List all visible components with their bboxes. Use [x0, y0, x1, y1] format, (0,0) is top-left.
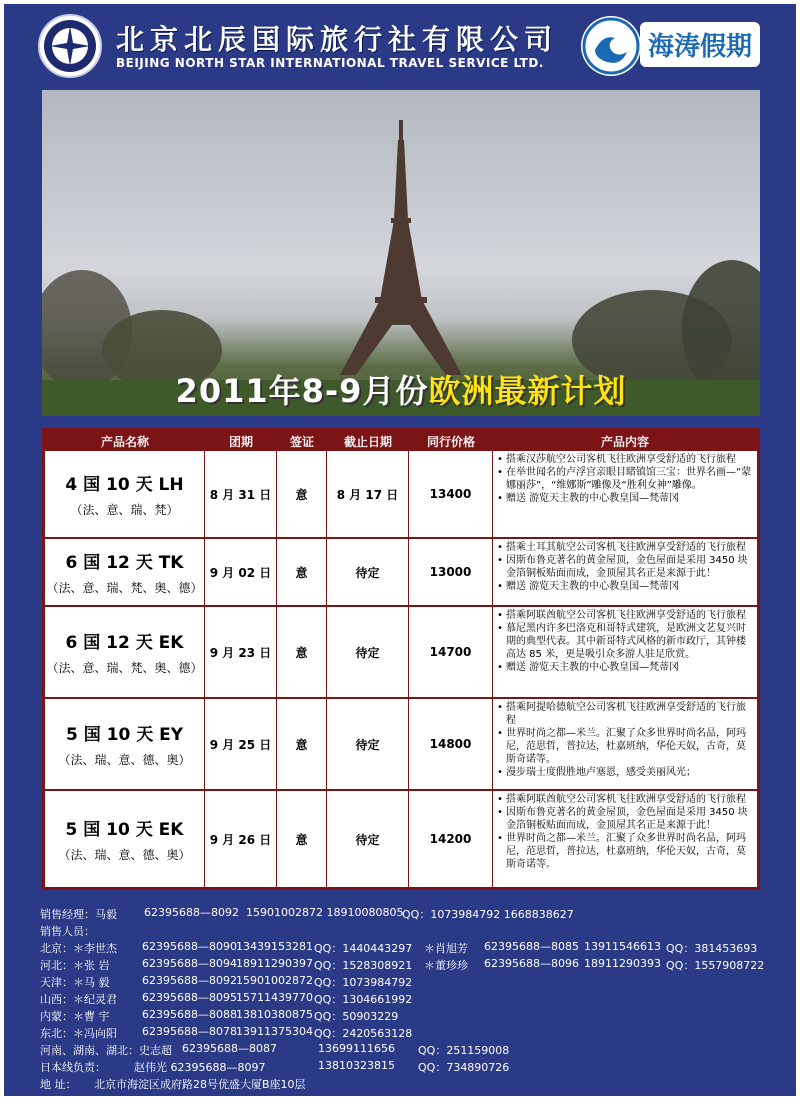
- visa: 意: [277, 451, 327, 537]
- visa: 意: [277, 699, 327, 789]
- eiffel-tower-photo: [42, 90, 760, 416]
- product-content: [493, 607, 757, 697]
- contact-mobile-2: 13911546613: [584, 940, 661, 953]
- region2-phone: 62395688—8087: [182, 1042, 277, 1055]
- headline-title: 欧洲最新计划: [428, 372, 627, 410]
- headline-date: 2011年8-9月份: [175, 372, 429, 410]
- visa: 意: [277, 607, 327, 697]
- contact-qq: QQ：1304661992: [314, 993, 413, 1006]
- table-row: [45, 697, 757, 789]
- product-name-cell: [45, 539, 205, 605]
- tour-date: 9 月 26 日: [205, 791, 277, 887]
- table-row: [45, 537, 757, 605]
- content-item: • 赠送 游览天主教的中心教皇国—梵蒂冈: [497, 661, 753, 674]
- japan-mobile: 13810323815: [318, 1059, 395, 1072]
- content-item: • 因斯布鲁克著名的黄金屋顶，金色屋面是采用 3450 块金箔铜板贴面而成，金顶屋其名正是来源于此！: [497, 806, 753, 832]
- tour-date: 9 月 23 日: [205, 607, 277, 697]
- contact-row: [4, 991, 796, 1008]
- contact-name-2: ＊董珍珍: [424, 959, 468, 972]
- deadline: 待定: [327, 699, 409, 789]
- product-content: [493, 791, 757, 887]
- content-item: • 世界时尚之都—米兰。汇聚了众多世界时尚名品，阿玛尼，范思哲，普拉达，杜嘉班纳，华伦天奴，古奇，莫斯奇诺等。: [497, 727, 753, 766]
- contact-row: [4, 1025, 796, 1042]
- product-name-cell: [45, 451, 205, 537]
- contact-mobile: 13911375304: [236, 1025, 313, 1038]
- header-date: 团期: [228, 435, 253, 449]
- contact-qq: QQ：2420563128: [314, 1027, 413, 1040]
- product-content: [493, 539, 757, 605]
- itinerary-table: [42, 428, 760, 890]
- price: 14700: [409, 607, 493, 697]
- tour-date: 9 月 02 日: [205, 539, 277, 605]
- contact-name: 山西：＊纪灵君: [40, 993, 117, 1006]
- contact-qq-2: QQ：1557908722: [666, 959, 765, 972]
- manager-mobile: 15901002872 18910080805: [246, 906, 404, 919]
- content-item: • 慕尼黑内许多巴洛克和哥特式建筑，是欧洲文艺复兴时期的典型代表。其中新哥特式风格的新市政厅，其钟楼高达 85 米，更是吸引众多游人驻足欣赏。: [497, 622, 753, 661]
- poster: [4, 4, 796, 1096]
- manager-qq: QQ：1073984792 1668838627: [402, 908, 574, 921]
- contact-name-2: ＊肖旭芳: [424, 942, 468, 955]
- contact-phone: 62395688—8094: [142, 957, 237, 970]
- contact-name: 天津：＊马 毅: [40, 976, 110, 989]
- table-row: [45, 789, 757, 887]
- deadline: 待定: [327, 539, 409, 605]
- region2-label: 河南、湖南、湖北：史志超: [40, 1044, 172, 1057]
- japan-label: 日本线负责：: [40, 1061, 106, 1074]
- address-label: 地 址：: [40, 1078, 77, 1091]
- contact-name: 东北：＊冯向阳: [40, 1027, 117, 1040]
- contact-qq-2: QQ：381453693: [666, 942, 758, 955]
- product-countries: （法、意、瑞、梵、奥、德）: [46, 661, 203, 675]
- contact-mobile: 13810380875: [236, 1008, 313, 1021]
- address-value: 北京市海淀区成府路28号优盛大厦B座10层: [94, 1078, 306, 1091]
- product-name: 5 国 10 天 EK: [65, 820, 184, 840]
- contact-phone: 62395688—8090: [142, 940, 237, 953]
- staff-label: 销售人员：: [40, 925, 95, 938]
- product-countries: （法、意、瑞、梵）: [70, 503, 179, 517]
- contact-row: [4, 957, 796, 974]
- region2-qq: QQ：251159008: [418, 1044, 510, 1057]
- header-product-name: 产品名称: [100, 435, 149, 449]
- deadline: 8 月 17 日: [327, 451, 409, 537]
- table-header: [45, 431, 757, 449]
- header-deadline: 截止日期: [343, 435, 392, 449]
- contact-phone-2: 62395688—8085: [484, 940, 579, 953]
- contact-name: 内蒙：＊曹 宇: [40, 1010, 110, 1023]
- content-item: • 搭乘阿提哈德航空公司客机飞往欧洲享受舒适的飞行旅程: [497, 701, 753, 727]
- contact-mobile: 15901002872: [236, 974, 313, 987]
- contact-phone: 62395688—8078: [142, 1025, 237, 1038]
- manager-label: 销售经理：马毅: [40, 908, 117, 921]
- product-name: 5 国 10 天 EY: [65, 725, 184, 745]
- header-content: 产品内容: [600, 435, 649, 449]
- header: [4, 4, 796, 90]
- product-name-cell: [45, 791, 205, 887]
- deadline: 待定: [327, 791, 409, 887]
- manager-row: [4, 906, 796, 923]
- company-name-cn: 北京北辰国际旅行社有限公司: [116, 23, 559, 56]
- staff-label-row: [4, 923, 796, 940]
- wave-logo-icon: [581, 16, 641, 76]
- content-item: • 搭乘阿联酋航空公司客机飞往欧洲享受舒适的飞行旅程: [497, 609, 753, 622]
- region2-mobile: 13699111656: [318, 1042, 395, 1055]
- content-item: • 漫步瑞士度假胜地卢塞恩，感受美丽风光；: [497, 766, 753, 779]
- holiday-brand: 海涛假期: [640, 22, 760, 67]
- contact-qq: QQ：1073984792: [314, 976, 413, 989]
- price: 14800: [409, 699, 493, 789]
- contact-row: [4, 1008, 796, 1025]
- company-name-en: BEIJING NORTH STAR INTERNATIONAL TRAVEL SERVICE LTD.: [116, 56, 544, 70]
- contact-row: [4, 974, 796, 991]
- content-item: • 搭乘汉莎航空公司客机飞往欧洲享受舒适的飞行旅程: [497, 453, 753, 466]
- region2-row: [4, 1042, 796, 1059]
- contact-qq: QQ：1528308921: [314, 959, 413, 972]
- price: 13000: [409, 539, 493, 605]
- product-countries: （法、意、瑞、梵、奥、德）: [46, 581, 203, 595]
- product-name: 6 国 12 天 EK: [65, 633, 184, 653]
- contact-phone-2: 62395688—8096: [484, 957, 579, 970]
- japan-qq: QQ：734890726: [418, 1061, 510, 1074]
- product-countries: （法、瑞、意、德、奥）: [58, 753, 191, 767]
- headline: [42, 366, 760, 412]
- product-content: [493, 699, 757, 789]
- address-row: [4, 1076, 796, 1093]
- price: 13400: [409, 451, 493, 537]
- table-row: [45, 605, 757, 697]
- contact-name: 北京：＊李世杰: [40, 942, 117, 955]
- product-name-cell: [45, 607, 205, 697]
- contact-row: [4, 940, 796, 957]
- japan-contact: 赵伟光 62395688—8097: [134, 1061, 266, 1074]
- visa: 意: [277, 539, 327, 605]
- compass-logo-icon: [38, 14, 102, 78]
- manager-phone: 62395688—8092: [144, 906, 239, 919]
- contact-phone: 62395688—8095: [142, 991, 237, 1004]
- content-item: • 因斯布鲁克著名的黄金屋顶，金色屋面是采用 3450 块金箔铜板贴面而成，金顶屋其名正是来源于此！: [497, 554, 753, 580]
- content-item: • 赠送 游览天主教的中心教皇国—梵蒂冈: [497, 580, 753, 593]
- price: 14200: [409, 791, 493, 887]
- tour-date: 9 月 25 日: [205, 699, 277, 789]
- contact-mobile: 15711439770: [236, 991, 313, 1004]
- deadline: 待定: [327, 607, 409, 697]
- contact-mobile: 13439153281: [236, 940, 313, 953]
- content-item: • 世界时尚之都—米兰。汇聚了众多世界时尚名品，阿玛尼，范思哲，普拉达，杜嘉班纳，华伦天奴，古奇，莫斯奇诺等。: [497, 832, 753, 871]
- contact-qq: QQ：1440443297: [314, 942, 413, 955]
- contact-mobile: 18911290397: [236, 957, 313, 970]
- table-row: [45, 449, 757, 537]
- tour-date: 8 月 31 日: [205, 451, 277, 537]
- content-item: • 搭乘阿联酋航空公司客机飞往欧洲享受舒适的飞行旅程: [497, 793, 753, 806]
- product-name-cell: [45, 699, 205, 789]
- product-name: 4 国 10 天 LH: [65, 475, 184, 495]
- product-name: 6 国 12 天 TK: [65, 553, 184, 573]
- header-price: 同行价格: [426, 435, 475, 449]
- contact-name: 河北：＊张 岩: [40, 959, 110, 972]
- content-item: • 搭乘土耳其航空公司客机飞往欧洲享受舒适的飞行旅程: [497, 541, 753, 554]
- content-item: • 赠送 游览天主教的中心教皇国—梵蒂冈: [497, 492, 753, 505]
- contact-qq: QQ：50903229: [314, 1010, 399, 1023]
- contact-phone: 62395688—8088: [142, 1008, 237, 1021]
- contact-phone: 62395688—8092: [142, 974, 237, 987]
- japan-row: [4, 1059, 796, 1076]
- product-content: [493, 451, 757, 537]
- product-countries: （法、瑞、意、德、奥）: [58, 848, 191, 862]
- header-visa: 签证: [289, 435, 314, 449]
- content-item: • 在举世闻名的卢浮宫亲眼目睹镇馆三宝：世界名画—“蒙娜丽莎”，“维娜斯”雕像及“胜利女神”雕像。: [497, 466, 753, 492]
- visa: 意: [277, 791, 327, 887]
- contact-mobile-2: 18911290393: [584, 957, 661, 970]
